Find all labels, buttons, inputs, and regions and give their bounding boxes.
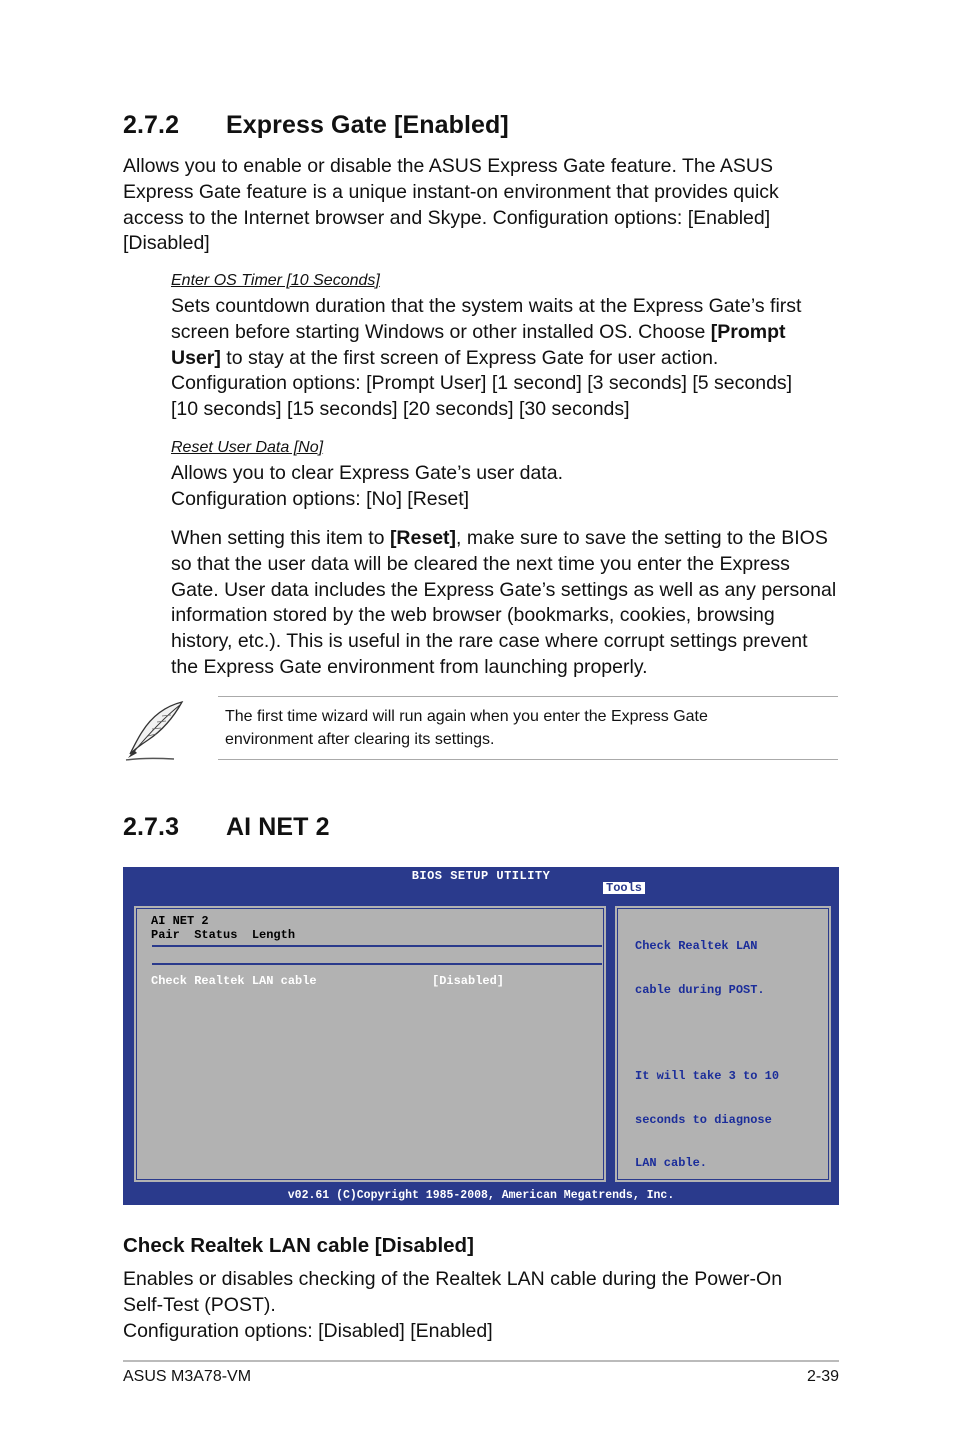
bios-settings-inner-border bbox=[136, 908, 604, 1180]
bios-help-line: It will take 3 to 10 bbox=[635, 1069, 780, 1083]
bios-help-line: cable during POST. bbox=[635, 982, 765, 997]
os-timer-description bbox=[171, 294, 851, 423]
intro-line: Express Gate feature is a unique instant-on environment that provides quick bbox=[123, 180, 779, 203]
reset-para-line: information stored by the web browser (bookmarks, cookies, browsing bbox=[171, 604, 775, 627]
bios-help-line: seconds to diagnose bbox=[635, 1112, 772, 1127]
bios-tab-tools[interactable]: Tools bbox=[603, 882, 645, 894]
note-top-rule bbox=[218, 696, 838, 697]
bios-help-line: LAN cable. bbox=[635, 1156, 708, 1170]
reset-para-line: so that the user data will be cleared the next time you enter the Express bbox=[171, 552, 790, 575]
prompt-user-option: [Prompt bbox=[710, 320, 786, 343]
section-title: AI NET 2 bbox=[226, 813, 330, 841]
reset-para-line: Gate. User data includes the Express Gate’s settings as well as any personal bbox=[171, 578, 837, 601]
note-text bbox=[225, 705, 835, 751]
os-timer-text: screen before starting Windows or other installed OS. Choose bbox=[171, 320, 711, 343]
reset-para-text: , make sure to save the setting to the BIOS bbox=[456, 527, 828, 549]
intro-line: [Disabled] bbox=[123, 232, 210, 255]
bios-item-label: Check Realtek LAN cable bbox=[151, 974, 317, 988]
section-number: 2.7.3 bbox=[123, 813, 180, 841]
intro-line: Allows you to enable or disable the ASUS Express Gate feature. The ASUS bbox=[123, 155, 774, 177]
bios-help-line: Check Realtek LAN bbox=[635, 939, 758, 953]
check-realtek-line: Self-Test (POST). bbox=[123, 1293, 276, 1316]
bios-help-panel bbox=[612, 903, 834, 1185]
bios-item-check-realtek[interactable] bbox=[151, 974, 591, 990]
os-timer-line bbox=[171, 320, 851, 346]
reset-line: Configuration options: [No] [Reset] bbox=[171, 487, 470, 510]
note-line: environment after clearing its settings. bbox=[225, 731, 495, 748]
reset-warning-paragraph bbox=[171, 526, 851, 681]
section-number: 2.7.2 bbox=[123, 111, 180, 139]
reset-para-line bbox=[171, 526, 851, 552]
reset-user-data-heading: Reset User Data [No] bbox=[171, 439, 324, 456]
check-realtek-line: Enables or disables checking of the Realtek LAN cable during the Power-On bbox=[123, 1268, 783, 1290]
bios-main-area bbox=[127, 899, 835, 1187]
footer-model: ASUS M3A78-VM bbox=[123, 1368, 252, 1385]
section-heading-ai-net-2 bbox=[123, 813, 823, 845]
bios-screenshot bbox=[123, 867, 839, 1205]
reset-option: [Reset] bbox=[389, 527, 457, 549]
check-realtek-description bbox=[123, 1267, 843, 1344]
reset-user-data-description bbox=[171, 461, 851, 513]
check-realtek-line: Configuration options: [Disabled] [Enabled] bbox=[123, 1319, 493, 1342]
bios-separator bbox=[152, 963, 602, 965]
os-timer-line bbox=[171, 346, 851, 372]
bios-item-value[interactable]: [Disabled] bbox=[432, 974, 505, 988]
prompt-user-option: User] bbox=[171, 346, 221, 369]
os-timer-line: Configuration options: [Prompt User] [1 second] [3 seconds] [5 seconds] bbox=[171, 372, 793, 395]
footer-page-number: 2-39 bbox=[806, 1368, 839, 1385]
bios-settings-panel bbox=[131, 903, 609, 1185]
footer-rule bbox=[123, 1360, 839, 1362]
bios-footer: v02.61 (C)Copyright 1985-2008, American Megatrends, Inc. bbox=[287, 1189, 675, 1202]
intro-line: access to the Internet browser and Skype. Configuration options: [Enabled] bbox=[123, 206, 771, 229]
section-heading-express-gate bbox=[123, 111, 823, 143]
bios-help-line bbox=[635, 1026, 779, 1040]
reset-line: Allows you to clear Express Gate’s user data. bbox=[171, 462, 563, 484]
reset-para-line: the Express Gate environment from launching properly. bbox=[171, 655, 648, 678]
feather-pen-icon bbox=[122, 698, 186, 762]
reset-para-line: history, etc.). This is useful in the rare case where corrupt settings prevent bbox=[171, 630, 808, 653]
note-bottom-rule bbox=[218, 759, 838, 760]
bios-separator bbox=[152, 945, 602, 947]
section-title: Express Gate [Enabled] bbox=[226, 111, 509, 139]
bios-panel-title: AI NET 2 bbox=[151, 914, 209, 928]
express-gate-intro bbox=[123, 154, 843, 257]
reset-para-text: When setting this item to bbox=[171, 527, 390, 549]
os-timer-text: to stay at the first screen of Express Gate for user action. bbox=[220, 346, 719, 369]
check-realtek-heading: Check Realtek LAN cable [Disabled] bbox=[123, 1234, 474, 1257]
os-timer-line: Sets countdown duration that the system waits at the Express Gate’s first bbox=[171, 295, 802, 317]
os-timer-line: [10 seconds] [15 seconds] [20 seconds] [30 seconds] bbox=[171, 398, 630, 421]
os-timer-heading: Enter OS Timer [10 Seconds] bbox=[171, 272, 380, 289]
bios-column-headers: Pair Status Length bbox=[151, 928, 296, 942]
bios-title: BIOS SETUP UTILITY bbox=[411, 869, 551, 883]
bios-help-text bbox=[635, 910, 779, 1200]
note-line: The first time wizard will run again when you enter the Express Gate bbox=[225, 708, 708, 725]
